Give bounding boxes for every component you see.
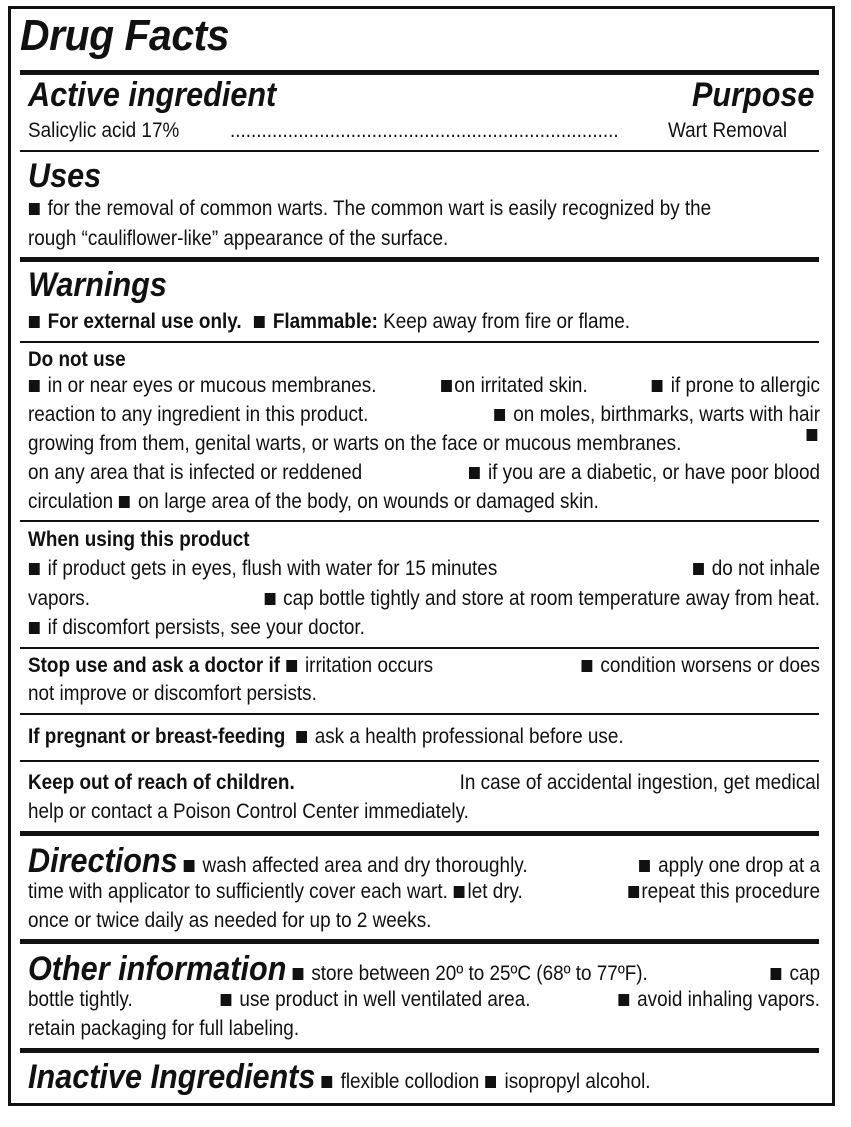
stop-use-heading: Stop use and ask a doctor if [28, 654, 281, 677]
other-info-line: retain packaging for full labeling. [28, 1017, 300, 1040]
rule [20, 341, 819, 343]
rule [20, 831, 819, 836]
rule [20, 1048, 819, 1053]
uses-line: rough “cauliflower-like” appearance of the surface. [28, 227, 449, 250]
rule [20, 257, 819, 262]
bullet-icon [29, 203, 40, 215]
keep-out-line: Keep out of reach of children. In case of accidental ingestion, get medical [28, 768, 820, 797]
rule [20, 150, 819, 152]
bullet-icon [582, 660, 593, 672]
directions-line: Directions wash affected area and dry thoroughly. apply one drop at a [28, 842, 820, 880]
uses-line: for the removal of common warts. The common wart is easily recognized by the [28, 194, 711, 223]
bullet-icon [296, 731, 307, 743]
dot-leader: .......................................................................... [230, 119, 619, 142]
when-using-line: if product gets in eyes, flush with water for 15 minutes do not inhale [28, 554, 820, 583]
bullet-icon [293, 968, 304, 980]
bullet-icon [322, 1076, 333, 1088]
pregnant-line: If pregnant or breast-feeding ask a health professional before use. [28, 725, 624, 748]
do-not-use-line: on any area that is infected or reddened if you are a diabetic, or have poor blood [28, 461, 820, 484]
warnings-heading: Warnings [28, 266, 167, 304]
active-ingredient-heading: Active ingredient [28, 76, 277, 114]
when-using-line: if discomfort persists, see your doctor. [28, 613, 365, 642]
keep-out-line: help or contact a Poison Control Center immediately. [28, 800, 469, 823]
bullet-icon [628, 886, 639, 898]
bullet-icon [771, 968, 782, 980]
when-using-line: vapors. cap bottle tightly and store at room temperature away from heat. [28, 587, 820, 610]
bullet-icon [441, 380, 452, 392]
bullet-icon [264, 593, 275, 605]
directions-heading: Directions [28, 842, 178, 880]
bullet-icon [254, 316, 265, 328]
keep-out-heading: Keep out of reach of children. [28, 771, 295, 794]
bullet-icon [286, 660, 297, 672]
bullet-icon [469, 467, 480, 479]
do-not-use-line: growing from them, genital warts, or warts on the face or mucous membranes. [28, 429, 820, 458]
do-not-use-line: reaction to any ingredient in this product. on moles, birthmarks, warts with hair [28, 403, 820, 426]
other-info-heading: Other information [28, 950, 287, 988]
directions-line: time with applicator to sufficiently cover each wart. let dry. repeat this procedure [28, 880, 820, 903]
bullet-icon [119, 496, 130, 508]
bullet-icon [221, 994, 232, 1006]
rule [20, 760, 819, 762]
drug-facts-title: Drug Facts [20, 11, 230, 60]
do-not-use-heading: Do not use [28, 348, 126, 371]
ingredient-text: Salicylic acid 17% [28, 119, 180, 142]
purpose-heading: Purpose [692, 76, 815, 114]
other-info-line: Other information store between 20º to 25ºC (68º to 77ºF). cap [28, 950, 820, 988]
bullet-icon [29, 622, 40, 634]
bullet-icon [29, 563, 40, 575]
do-not-use-line: in or near eyes or mucous membranes. on irritated skin. if prone to allergic [28, 371, 820, 400]
warnings-line: For external use only. Flammable: Keep away from fire or flame. [28, 307, 630, 336]
bullet-icon [486, 1076, 497, 1088]
pregnant-heading: If pregnant or breast-feeding [28, 725, 286, 748]
bullet-icon [639, 860, 650, 872]
purpose-text: Wart Removal [668, 119, 788, 142]
bullet-icon [495, 409, 506, 421]
stop-use-line: not improve or discomfort persists. [28, 682, 317, 705]
bullet-icon [652, 380, 663, 392]
rule [20, 713, 819, 715]
bullet-icon [807, 429, 818, 441]
rule [20, 647, 819, 649]
bullet-icon [693, 563, 704, 575]
inactive-line: Inactive Ingredients flexible collodion isopropyl alcohol. [28, 1058, 651, 1096]
bullet-icon [184, 860, 195, 872]
other-info-line: bottle tightly. use product in well ventilated area. avoid inhaling vapors. [28, 988, 820, 1011]
directions-line: once or twice daily as needed for up to 2 weeks. [28, 909, 432, 932]
bullet-icon [29, 380, 40, 392]
inactive-heading: Inactive Ingredients [28, 1058, 316, 1096]
when-using-heading: When using this product [28, 528, 250, 551]
do-not-use-line: circulation on large area of the body, on wounds or damaged skin. [28, 490, 599, 513]
stop-use-line: Stop use and ask a doctor if irritation occurs condition worsens or does [28, 654, 820, 677]
bullet-icon [618, 994, 629, 1006]
bullet-icon [29, 316, 40, 328]
bullet-icon [454, 886, 465, 898]
rule [20, 520, 819, 522]
rule [20, 939, 819, 944]
uses-heading: Uses [28, 157, 102, 195]
title-rule [20, 70, 819, 75]
